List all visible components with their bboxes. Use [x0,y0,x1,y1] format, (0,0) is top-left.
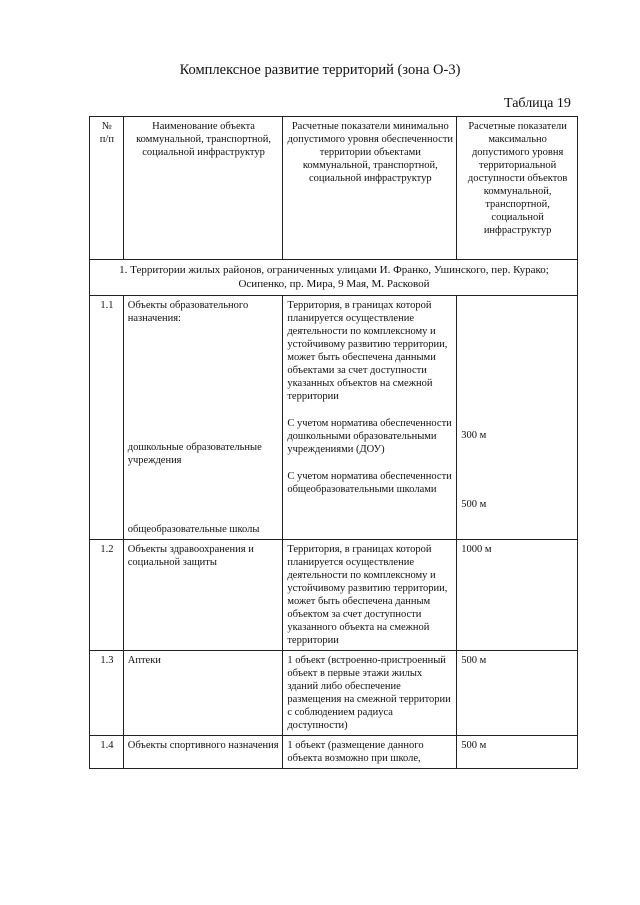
header-min: Расчетные показатели минимально допустимого уровня обеспеченности территории объектами коммунальной, транспортной, социальной инфраструктур [283,117,457,260]
row-name-main: Объекты образовательного назначения: [127,299,249,324]
table-row [90,735,578,768]
row-max: 500 м [457,735,578,768]
row-num: 1.3 [90,650,124,735]
header-max: Расчетные показатели максимально допустимого уровня территориальной доступности объектов коммунальной, транспортной, социальной инфраструктур [457,117,578,260]
sub-name-preschool: дошкольные образовательные учреждения [127,441,262,466]
row-name: Объекты спортивного назначения [123,735,283,768]
row-max: 1000 м [457,539,578,650]
sub-max-preschool: 300 м [461,429,487,441]
row-num: 1.1 [90,295,124,539]
table-row [90,650,578,735]
page-title: Комплексное развитие территорий (зона О-3) [179,62,461,78]
sub-name-school: общеобразовательные школы [127,523,260,535]
sub-max-school: 500 м [461,498,487,510]
infrastructure-table [89,116,578,769]
row-min-main: Территория, в границах которой планируется осуществление деятельности по комплексному и устойчивому развитию территории, может быть обеспечена данными объектами за счет доступности указанных объектов на смежной территории [287,299,448,402]
section-row [90,260,578,296]
table-number: Таблица 19 [504,96,571,111]
row-name: Объекты здравоохранения и социальной защиты [123,539,283,650]
row-min: Территория, в границах которой планируется осуществление деятельности по комплексному и устойчивому развитию территории, может быть обеспечена данным объектом за счет доступности указанного объекта на смежной территории [283,539,457,650]
row-name [123,295,283,539]
sub-min-school: С учетом норматива обеспеченности общеобразовательными школами [287,470,452,495]
section-title: 1. Территории жилых районов, ограниченных улицами И. Франко, Ушинского, пер. Курако; Осипенко, пр. Мира, 9 Мая, М. Расковой [90,260,578,296]
row-num: 1.2 [90,539,124,650]
header-name: Наименование объекта коммунальной, транспортной, социальной инфраструктур [123,117,283,260]
row-min: 1 объект (встроенно-пристроенный объект в первые этажи жилых зданий либо обеспечение размещения на смежной территории с соблюдением радиуса доступности) [283,650,457,735]
row-name: Аптеки [123,650,283,735]
row-min: 1 объект (размещение данного объекта возможно при школе, [283,735,457,768]
row-max [457,295,578,539]
table-row [90,295,578,539]
row-min [283,295,457,539]
header-num: № п/п [90,117,124,260]
table-row [90,539,578,650]
row-max: 500 м [457,650,578,735]
row-num: 1.4 [90,735,124,768]
sub-min-preschool: С учетом норматива обеспеченности дошкольными образовательными учреждениями (ДОУ) [287,417,452,455]
table-header-row [90,117,578,260]
